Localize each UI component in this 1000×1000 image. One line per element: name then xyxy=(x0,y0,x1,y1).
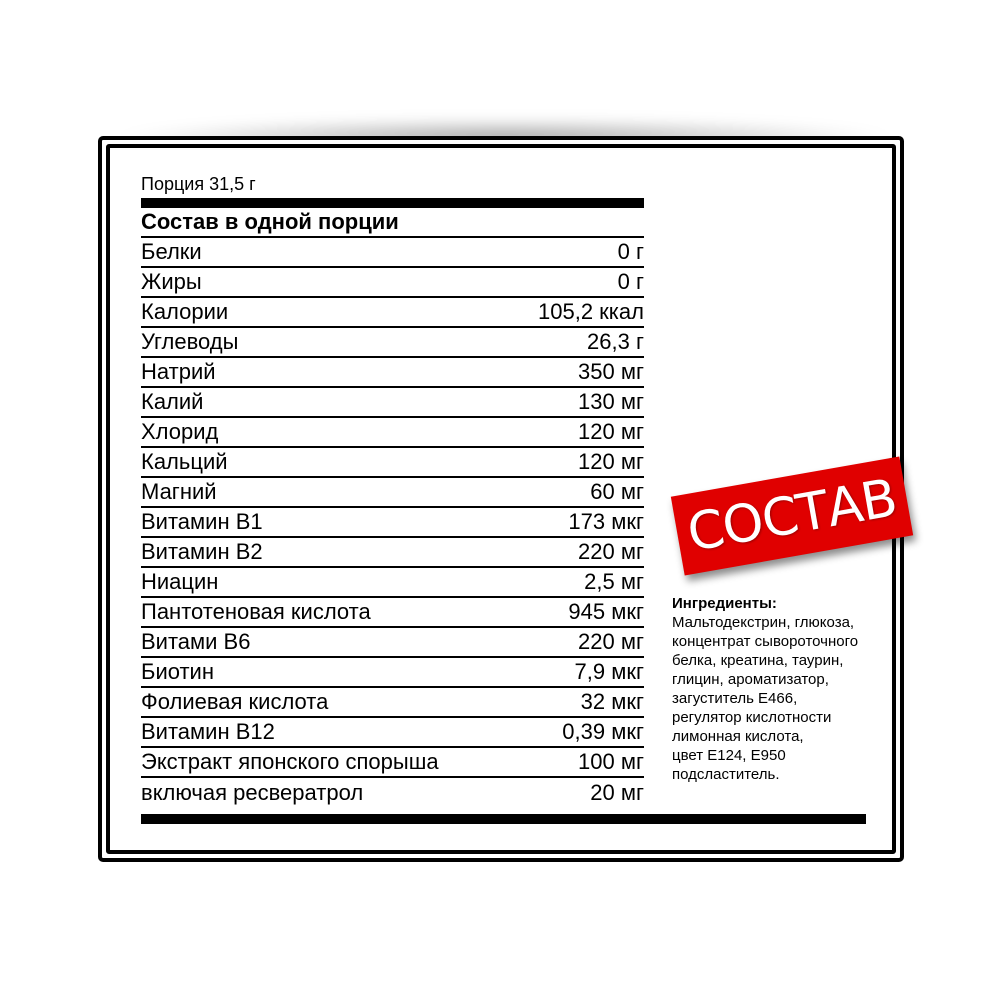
row-value: 350 мг xyxy=(578,359,644,384)
ingredients-line: подсластитель. xyxy=(672,766,780,783)
table-row xyxy=(141,718,644,748)
ingredients-line: регулятор кислотности xyxy=(672,709,832,726)
row-name: Кальций xyxy=(141,449,228,474)
row-name: Магний xyxy=(141,479,217,504)
table-row xyxy=(141,778,644,808)
table-row xyxy=(141,658,644,688)
table-row xyxy=(141,628,644,658)
row-value: 60 мг xyxy=(590,479,644,504)
table-row xyxy=(141,298,644,328)
table-row xyxy=(141,598,644,628)
bottom-divider-bar xyxy=(141,814,866,824)
row-value: 220 мг xyxy=(578,539,644,564)
row-value: 120 мг xyxy=(578,419,644,444)
table-row xyxy=(141,478,644,508)
nutrition-table xyxy=(141,208,644,808)
row-name: Калории xyxy=(141,299,229,324)
row-name: Витамин B1 xyxy=(141,509,263,534)
row-name: Экстракт японского спорыша xyxy=(141,749,439,774)
table-row xyxy=(141,538,644,568)
row-value: 130 мг xyxy=(578,389,644,414)
table-header-label: Состав в одной порции xyxy=(141,209,399,234)
row-value: 173 мкг xyxy=(568,509,644,534)
table-row xyxy=(141,388,644,418)
row-name: Фолиевая кислота xyxy=(141,689,329,714)
row-value: 105,2 ккал xyxy=(538,299,644,324)
table-row xyxy=(141,508,644,538)
table-header xyxy=(141,208,644,238)
row-name: Калий xyxy=(141,389,204,414)
row-value: 26,3 г xyxy=(587,329,644,354)
row-name: включая ресвератрол xyxy=(141,780,364,805)
table-row xyxy=(141,358,644,388)
ingredients-line: Мальтодекстрин, глюкоза, xyxy=(672,614,855,631)
ingredients-line: лимонная кислота, xyxy=(672,728,804,745)
row-name: Хлорид xyxy=(141,419,219,444)
row-value: 32 мкг xyxy=(580,689,644,714)
table-row xyxy=(141,238,644,268)
row-value: 0 г xyxy=(617,239,644,264)
ingredients-line: глицин, ароматизатор, xyxy=(672,671,829,688)
ingredients-line: загуститель E466, xyxy=(672,690,798,707)
row-name: Пантотеновая кислота xyxy=(141,599,371,624)
serving-size: Порция 31,5 г xyxy=(141,174,256,194)
row-value: 220 мг xyxy=(578,629,644,654)
row-name: Витамин B2 xyxy=(141,539,263,564)
table-row xyxy=(141,418,644,448)
row-value: 120 мг xyxy=(578,449,644,474)
row-name: Витамин B12 xyxy=(141,719,275,744)
row-value: 20 мг xyxy=(590,780,644,805)
table-row xyxy=(141,328,644,358)
row-value: 0 г xyxy=(617,269,644,294)
ingredients-block xyxy=(672,594,882,784)
row-name: Белки xyxy=(141,239,202,264)
table-row xyxy=(141,748,644,778)
row-value: 2,5 мг xyxy=(584,569,644,594)
row-value: 0,39 мкг xyxy=(562,719,644,744)
table-row xyxy=(141,568,644,598)
row-name: Ниацин xyxy=(141,569,219,594)
badge-label: СОСТАВ xyxy=(683,468,901,564)
row-value: 100 мг xyxy=(578,749,644,774)
ingredients-line: цвет E124, E950 xyxy=(672,747,786,764)
row-name: Витами B6 xyxy=(141,629,251,654)
table-row xyxy=(141,448,644,478)
row-name: Углеводы xyxy=(141,329,239,354)
table-row xyxy=(141,268,644,298)
row-name: Жиры xyxy=(141,269,202,294)
table-row xyxy=(141,688,644,718)
row-name: Биотин xyxy=(141,659,214,684)
ingredients-line: белка, креатина, таурин, xyxy=(672,652,844,669)
ingredients-line: концентрат сывороточного xyxy=(672,633,859,650)
row-name: Натрий xyxy=(141,359,216,384)
row-value: 945 мкг xyxy=(568,599,644,624)
ingredients-title: Ингредиенты: xyxy=(672,595,777,612)
row-value: 7,9 мкг xyxy=(574,659,644,684)
